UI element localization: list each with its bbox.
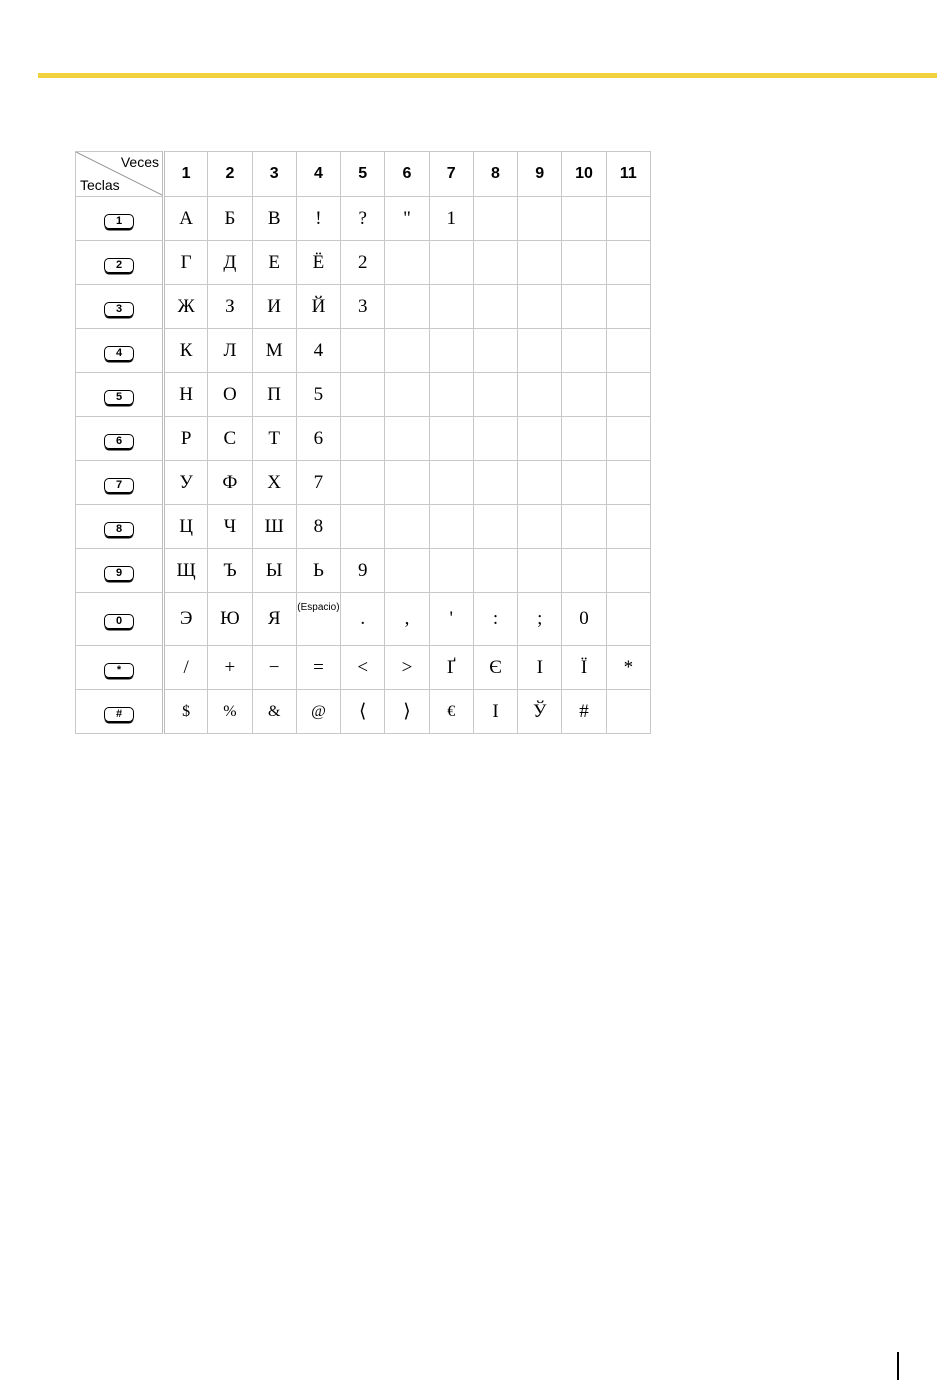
- character-cell: П: [252, 373, 296, 417]
- character-cell: У: [164, 461, 208, 505]
- column-header: 10: [562, 152, 606, 197]
- key-cell: [76, 461, 164, 505]
- character-cell: [518, 329, 562, 373]
- character-cell: Л: [208, 329, 252, 373]
- character-cell: [606, 690, 650, 734]
- character-cell: К: [164, 329, 208, 373]
- character-cell: С: [208, 417, 252, 461]
- character-cell: 2: [341, 241, 385, 285]
- column-header: 9: [518, 152, 562, 197]
- character-cell: 5: [296, 373, 340, 417]
- key-cell: [76, 241, 164, 285]
- character-cell: Ц: [164, 505, 208, 549]
- character-cell: [562, 373, 606, 417]
- column-header: 11: [606, 152, 650, 197]
- character-cell: [606, 329, 650, 373]
- character-cell: Э: [164, 593, 208, 646]
- character-cell: !: [296, 197, 340, 241]
- keypad-key-icon: 1: [104, 214, 134, 229]
- character-cell: [385, 241, 429, 285]
- character-cell: [473, 285, 517, 329]
- character-cell: [341, 373, 385, 417]
- character-cell: [562, 285, 606, 329]
- character-cell: 4: [296, 329, 340, 373]
- table-row: [76, 285, 651, 329]
- character-cell: [606, 373, 650, 417]
- character-cell: [429, 549, 473, 593]
- key-cell: [76, 593, 164, 646]
- character-cell: А: [164, 197, 208, 241]
- character-cell: [562, 549, 606, 593]
- character-cell: ;: [518, 593, 562, 646]
- character-cell: [518, 285, 562, 329]
- character-cell: [429, 505, 473, 549]
- keypad-key-icon: 7: [104, 478, 134, 493]
- character-cell: %: [208, 690, 252, 734]
- key-cell: [76, 285, 164, 329]
- character-cell: 6: [296, 417, 340, 461]
- character-cell: [385, 329, 429, 373]
- character-cell: [518, 461, 562, 505]
- character-cell: Ь: [296, 549, 340, 593]
- key-cell: [76, 505, 164, 549]
- character-cell: [341, 417, 385, 461]
- keypad-key-icon: 3: [104, 302, 134, 317]
- character-cell: [429, 329, 473, 373]
- character-cell: ⟨: [341, 690, 385, 734]
- key-cell: [76, 329, 164, 373]
- character-cell: [473, 461, 517, 505]
- table-row: [76, 646, 651, 690]
- character-cell: ⟩: [385, 690, 429, 734]
- character-cell: ": [385, 197, 429, 241]
- page-edge-mark: [897, 1352, 899, 1380]
- character-cell: [562, 241, 606, 285]
- character-cell: 1: [429, 197, 473, 241]
- character-cell: Е: [252, 241, 296, 285]
- character-cell: [473, 417, 517, 461]
- column-header: 8: [473, 152, 517, 197]
- character-cell: 0: [562, 593, 606, 646]
- character-cell: *: [606, 646, 650, 690]
- keypad-key-icon: 4: [104, 346, 134, 361]
- keypad-key-icon: #: [104, 707, 134, 722]
- character-cell: €: [429, 690, 473, 734]
- character-cell: [385, 549, 429, 593]
- key-cell: [76, 197, 164, 241]
- character-cell: Ч: [208, 505, 252, 549]
- keypad-key-icon: 9: [104, 566, 134, 581]
- table-row: [76, 417, 651, 461]
- keypad-key-icon: *: [104, 663, 134, 678]
- character-cell: [341, 505, 385, 549]
- character-cell: <: [341, 646, 385, 690]
- character-cell: [385, 505, 429, 549]
- key-cell: [76, 646, 164, 690]
- character-cell: Б: [208, 197, 252, 241]
- keypad-key-icon: 6: [104, 434, 134, 449]
- character-cell: Ї: [562, 646, 606, 690]
- character-cell: [606, 549, 650, 593]
- column-header: 7: [429, 152, 473, 197]
- character-cell: В: [252, 197, 296, 241]
- character-cell: Ш: [252, 505, 296, 549]
- character-cell: І: [518, 646, 562, 690]
- character-cell: ,: [385, 593, 429, 646]
- table-row: [76, 329, 651, 373]
- table-row: [76, 505, 651, 549]
- character-cell: [606, 285, 650, 329]
- character-cell: [429, 285, 473, 329]
- character-cell: [341, 461, 385, 505]
- keypad-key-icon: 5: [104, 390, 134, 405]
- character-cell: −: [252, 646, 296, 690]
- character-cell: [429, 241, 473, 285]
- character-cell: [385, 461, 429, 505]
- character-cell: [606, 241, 650, 285]
- character-cell: 7: [296, 461, 340, 505]
- character-cell: [562, 329, 606, 373]
- character-cell: [473, 329, 517, 373]
- character-cell: [606, 461, 650, 505]
- character-cell: Ы: [252, 549, 296, 593]
- character-cell: Д: [208, 241, 252, 285]
- character-cell: [385, 417, 429, 461]
- character-cell: [385, 285, 429, 329]
- character-cell: :: [473, 593, 517, 646]
- character-cell: [562, 461, 606, 505]
- table-row: [76, 549, 651, 593]
- character-cell: И: [252, 285, 296, 329]
- character-cell: Я: [252, 593, 296, 646]
- character-cell: [385, 373, 429, 417]
- table-row: [76, 593, 651, 646]
- character-cell: =: [296, 646, 340, 690]
- keypad-key-icon: 0: [104, 614, 134, 629]
- header-row: [76, 152, 651, 197]
- character-cell: Ф: [208, 461, 252, 505]
- table-row: [76, 197, 651, 241]
- character-cell: Ж: [164, 285, 208, 329]
- keypad-key-icon: 8: [104, 522, 134, 537]
- key-cell: [76, 690, 164, 734]
- character-entry-table: [75, 151, 651, 734]
- table-row: [76, 373, 651, 417]
- character-cell: Н: [164, 373, 208, 417]
- character-cell: +: [208, 646, 252, 690]
- character-cell: [473, 241, 517, 285]
- character-cell: .: [341, 593, 385, 646]
- character-cell: 8: [296, 505, 340, 549]
- column-header: 3: [252, 152, 296, 197]
- character-cell: Ґ: [429, 646, 473, 690]
- column-header: 5: [341, 152, 385, 197]
- character-cell: З: [208, 285, 252, 329]
- character-cell: 9: [341, 549, 385, 593]
- character-cell: I: [473, 690, 517, 734]
- column-header: 1: [164, 152, 208, 197]
- character-cell: Т: [252, 417, 296, 461]
- table-row: [76, 241, 651, 285]
- character-cell: Х: [252, 461, 296, 505]
- key-cell: [76, 417, 164, 461]
- character-cell: &: [252, 690, 296, 734]
- character-cell: [473, 549, 517, 593]
- character-cell: [473, 373, 517, 417]
- character-cell: Г: [164, 241, 208, 285]
- character-cell: О: [208, 373, 252, 417]
- character-cell: #: [562, 690, 606, 734]
- character-cell: [518, 373, 562, 417]
- character-cell: ?: [341, 197, 385, 241]
- veces-label: Veces: [120, 154, 159, 170]
- column-header: 6: [385, 152, 429, 197]
- corner-cell: [76, 152, 164, 197]
- character-cell: [518, 197, 562, 241]
- teclas-label: Teclas: [80, 177, 120, 193]
- character-cell: [518, 549, 562, 593]
- character-cell: [606, 417, 650, 461]
- character-cell: Щ: [164, 549, 208, 593]
- character-cell: Й: [296, 285, 340, 329]
- character-cell: @: [296, 690, 340, 734]
- character-cell: Ў: [518, 690, 562, 734]
- character-cell: [562, 197, 606, 241]
- character-cell: [606, 505, 650, 549]
- character-cell: (Espacio): [296, 593, 340, 646]
- character-cell: Р: [164, 417, 208, 461]
- character-cell: Ю: [208, 593, 252, 646]
- character-cell: [606, 593, 650, 646]
- character-cell: [341, 329, 385, 373]
- character-cell: ': [429, 593, 473, 646]
- table-row: [76, 690, 651, 734]
- character-cell: [473, 505, 517, 549]
- character-cell: [429, 417, 473, 461]
- header-rule: [38, 73, 937, 78]
- character-cell: /: [164, 646, 208, 690]
- character-cell: Ъ: [208, 549, 252, 593]
- column-header: 2: [208, 152, 252, 197]
- character-cell: [606, 197, 650, 241]
- character-cell: [518, 505, 562, 549]
- character-cell: Ё: [296, 241, 340, 285]
- character-cell: [562, 417, 606, 461]
- character-cell: М: [252, 329, 296, 373]
- key-cell: [76, 549, 164, 593]
- keypad-key-icon: 2: [104, 258, 134, 273]
- character-cell: [518, 417, 562, 461]
- character-cell: >: [385, 646, 429, 690]
- character-cell: Є: [473, 646, 517, 690]
- column-header: 4: [296, 152, 340, 197]
- character-cell: [429, 461, 473, 505]
- character-cell: [429, 373, 473, 417]
- key-cell: [76, 373, 164, 417]
- character-cell: [562, 505, 606, 549]
- character-cell: $: [164, 690, 208, 734]
- character-cell: 3: [341, 285, 385, 329]
- character-cell: [518, 241, 562, 285]
- character-cell: [473, 197, 517, 241]
- table-row: [76, 461, 651, 505]
